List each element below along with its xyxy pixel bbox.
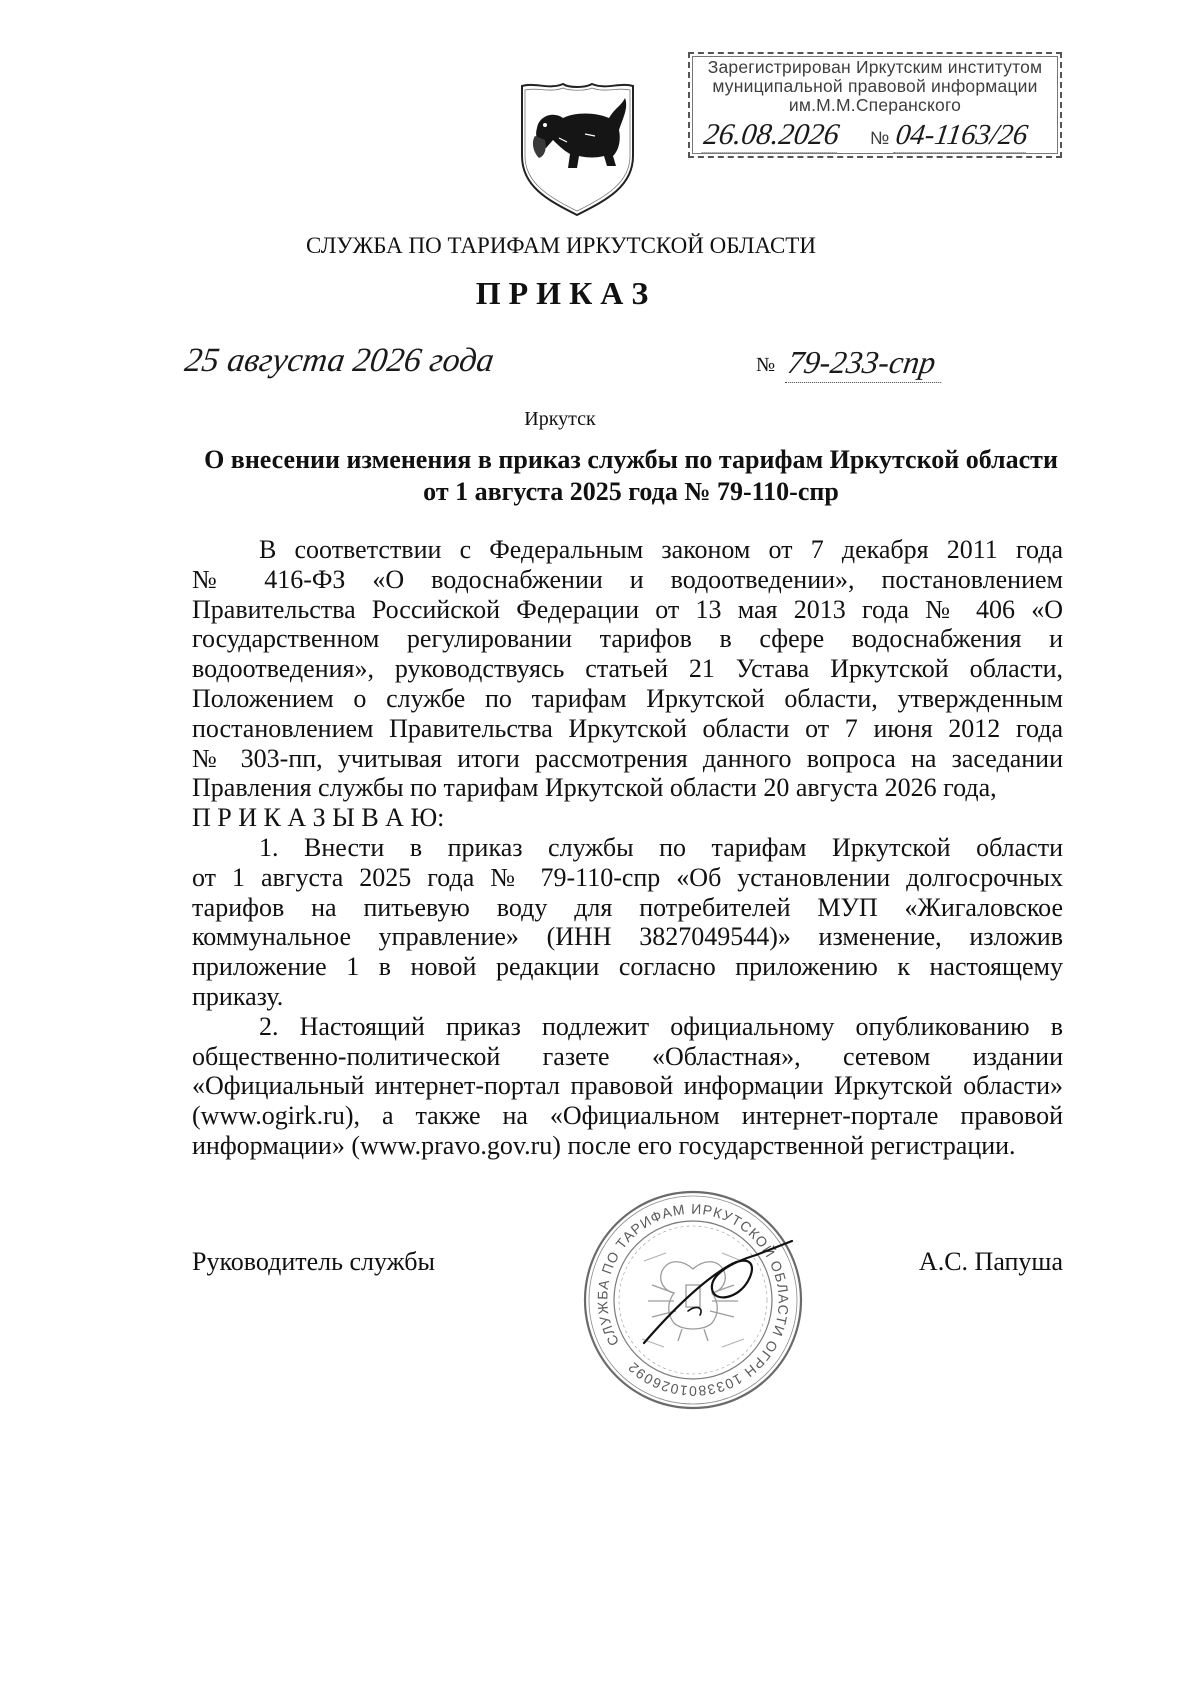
- text-line: тарифов на питьевую воду для потребителей МУП «Жигаловское: [192, 892, 1063, 922]
- text-line: Правительства Российской Федерации от 13 мая 2013 года № 406 «О: [192, 594, 1063, 624]
- text-line: «Официальный интернет-портал правовой информации Иркутской области»: [192, 1071, 1063, 1101]
- signatory-position: Руководитель службы: [192, 1247, 435, 1276]
- text-line: государственном регулировании тарифов в сфере водоснабжения и: [192, 624, 1063, 654]
- text-line: Правления службы по тарифам Иркутской области 20 августа 2026 года,: [192, 773, 997, 803]
- order-number-label: №: [756, 354, 776, 376]
- order-number: 79-233-спр: [785, 342, 946, 383]
- document-title-line-2: от 1 августа 2025 года № 79-110-спр: [423, 477, 839, 506]
- text-line: № 416-ФЗ «О водоснабжении и водоотведении», постановлением: [192, 564, 1063, 594]
- stamp-line-3: им.М.М.Сперанского: [788, 95, 962, 115]
- signatory-name: А.С. Папуша: [918, 1247, 1063, 1276]
- text-line: коммунальное управление» (ИНН 3827049544)» изменение, изложив: [192, 922, 1063, 952]
- text-line: В соответствии с Федеральным законом от 7 декабря 2011 года: [259, 535, 1063, 564]
- text-line: постановлением Правительства Иркутской области от 7 июня 2012 года: [192, 713, 1063, 743]
- order-date: 25 августа 2026 года: [182, 342, 497, 379]
- stamp-registration-number: 04-1163/26: [893, 119, 1030, 151]
- organization-name: СЛУЖБА ПО ТАРИФАМ ИРКУТСКОЙ ОБЛАСТИ: [306, 233, 816, 258]
- irkutsk-coat-of-arms-icon: [515, 78, 640, 218]
- text-line: водоотведения», руководствуясь статьей 21 Устава Иркутской области,: [192, 654, 1063, 684]
- text-line: приказу.: [192, 981, 284, 1011]
- text-line: приложение 1 в новой редакции согласно приложению к настоящему: [192, 952, 1063, 982]
- order-item-2: [192, 1012, 1063, 1161]
- decree-word: П Р И К А З Ы В А Ю:: [192, 803, 445, 833]
- document-body: [192, 535, 1063, 1161]
- text-line: информации» (www.pravo.gov.ru) после его государственной регистрации.: [192, 1130, 1016, 1160]
- registration-stamp: [688, 52, 1062, 158]
- text-line: (www.ogirk.ru), а также на «Официальном интернет-портале правовой: [192, 1101, 1063, 1131]
- text-line: от 1 августа 2025 года № 79-110-спр «Об установлении долгосрочных: [192, 862, 1063, 892]
- text-line: 2. Настоящий приказ подлежит официальному опубликованию в: [259, 1011, 1063, 1041]
- text-line: № 303-пп, учитывая итоги рассмотрения данного вопроса на заседании: [192, 743, 1063, 773]
- document-title-line-1: О внесении изменения в приказ службы по тарифам Иркутской области: [204, 445, 1058, 474]
- stamp-number-label: №: [870, 128, 890, 148]
- stamp-line-2: муниципальной правовой информации: [712, 76, 1038, 96]
- stamp-registration-date: 26.08.2026: [701, 118, 842, 151]
- stamp-line-1: Зарегистрирован Иркутским институтом: [707, 57, 1043, 77]
- text-line: 1. Внести в приказ службы по тарифам Иркутской области: [259, 832, 1063, 862]
- seal-text: СЛУЖБА ПО ТАРИФАМ ИРКУТСКОЙ ОБЛАСТИ ОГРН 1033801026092: [594, 1200, 792, 1400]
- preamble-paragraph: [192, 535, 1063, 803]
- handwritten-signature-icon: [630, 1225, 800, 1355]
- order-item-1: [192, 833, 1063, 1012]
- document-type-heading: П Р И К А З: [475, 275, 649, 311]
- text-line: Положением о службе по тарифам Иркутской области, утвержденным: [192, 683, 1063, 713]
- city-name: Иркутск: [524, 408, 596, 430]
- text-line: общественно-политической газете «Областная», сетевом издании: [192, 1041, 1063, 1071]
